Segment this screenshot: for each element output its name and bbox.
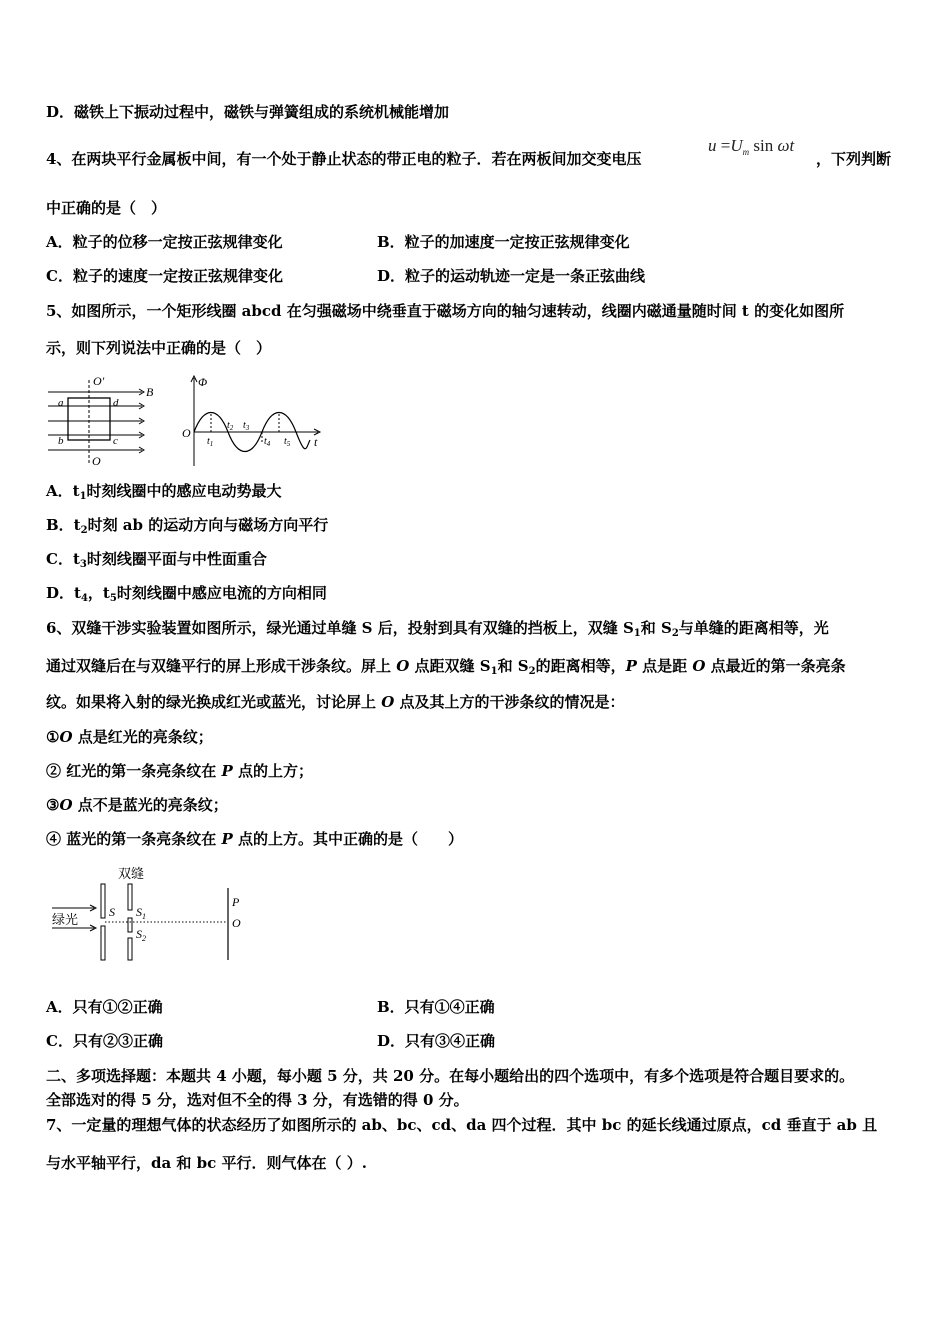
q4-stem-line2: [46, 198, 166, 218]
q6-option-b: B．只有①④正确: [377, 998, 495, 1016]
q6-double-slit-figure: [46, 862, 251, 966]
label-t2: $t_2$: [227, 420, 234, 432]
label-t1: $t_1$: [207, 436, 214, 448]
q4-option-a: A．粒子的位移一定按正弦规律变化: [46, 233, 283, 251]
q4-stem-text-a: 4、在两块平行金属板中间，有一个处于静止状态的带正电的粒子．若在两板间加交变电压: [46, 150, 642, 168]
q6-stem-line1: 6、双缝干涉实验装置如图所示，绿光通过单缝 S 后，投射到具有双缝的挡板上，双缝 $S_1$和 $S_2$与单缝的距离相等，光: [46, 619, 829, 639]
section2-header-line2: 全部选对的得 5 分，选对但不全的得 3 分，有选错的得 0 分。: [46, 1091, 469, 1109]
q6-option-c: C．只有②③正确: [46, 1032, 163, 1050]
q7-stem-line2: 与水平轴平行，da 和 bc 平行．则气体在（ ）.: [46, 1154, 367, 1172]
q5-coil-figure: [46, 372, 161, 470]
label-S2: $S_2$: [136, 927, 146, 943]
label-t4: $t_4$: [264, 436, 271, 448]
q6-stem-line2: 通过双缝后在与双缝平行的屏上形成干涉条纹。屏上 O 点距双缝 $S_1$和 $S_2$的距离相等，P 点是距 O 点最近的第一条亮条: [46, 657, 846, 677]
label-S: S: [109, 905, 115, 919]
formula-eq: =: [716, 136, 731, 155]
label-t5: $t_5$: [284, 436, 291, 448]
label-t-axis: t: [314, 435, 318, 449]
q6-option-d: D．只有③④正确: [377, 1032, 496, 1050]
label-P: P: [232, 895, 240, 909]
formula-u: u: [708, 136, 717, 155]
q4-voltage-formula: [708, 136, 794, 157]
q5-flux-graph: [180, 372, 325, 470]
q5-option-c: C．$t_3$时刻线圈平面与中性面重合: [46, 550, 267, 570]
q3-option-d-text: D．磁铁上下振动过程中，磁铁与弹簧组成的系统机械能增加: [46, 103, 450, 121]
q5-option-d: D．$t_4$，$t_5$时刻线圈中感应电流的方向相同: [46, 584, 327, 604]
formula-m: m: [742, 147, 750, 157]
q7-stem-line1: 7、一定量的理想气体的状态经历了如图所示的 ab、bc、cd、da 四个过程．其中 bc 的延长线通过原点，cd 垂直于 ab 且: [46, 1116, 878, 1134]
label-t3: $t_3$: [243, 420, 250, 432]
label-o-prime: O′: [93, 374, 105, 388]
label-S1: $S_1$: [136, 905, 146, 921]
q5-option-a: A．$t_1$时刻线圈中的感应电动势最大: [46, 482, 282, 502]
label-green-light: 绿光: [52, 912, 79, 927]
q5-option-b: B．$t_2$时刻 ab 的运动方向与磁场方向平行: [46, 516, 329, 536]
label-b: b: [58, 435, 64, 447]
q4-stem-line1-tail: [816, 149, 891, 169]
q5-stem-line1: 5、如图所示，一个矩形线圈 abcd 在匀强磁场中绕垂直于磁场方向的轴匀速转动，线圈内磁通量随时间 t 的变化如图所: [46, 302, 845, 320]
q6-statement-2: ② 红光的第一条亮条纹在 P 点的上方；: [46, 762, 313, 780]
label-c: c: [113, 435, 118, 447]
label-O: O: [232, 916, 241, 930]
label-B: B: [146, 385, 154, 399]
q4-stem-text-b: ，下列判断: [816, 150, 892, 168]
q4-option-d: D．粒子的运动轨迹一定是一条正弦曲线: [377, 267, 646, 285]
formula-sin: sin: [749, 136, 778, 155]
q4-stem-line1: [46, 149, 641, 169]
q6-statement-4: ④ 蓝光的第一条亮条纹在 P 点的上方。其中正确的是（ ）: [46, 830, 463, 848]
q6-statement-1: ①O 点是红光的亮条纹；: [46, 728, 213, 746]
q6-statement-3: ③O 点不是蓝光的亮条纹；: [46, 796, 228, 814]
q6-stem-line3: 纹。如果将入射的绿光换成红光或蓝光，讨论屏上 O 点及其上方的干涉条纹的情况是：: [46, 693, 625, 711]
label-phi: Φ: [198, 375, 208, 389]
label-d: d: [113, 397, 119, 409]
q5-stem-line2: 示，则下列说法中正确的是（ ）: [46, 339, 272, 357]
q4-stem-text-2: 中正确的是（ ）: [46, 199, 167, 217]
label-double-slit: 双缝: [118, 866, 145, 881]
formula-wt: ωt: [777, 136, 795, 155]
q6-option-a: A．只有①②正确: [46, 998, 163, 1016]
q3-option-d: [46, 102, 449, 122]
q4-option-b: B．粒子的加速度一定按正弦规律变化: [377, 233, 630, 251]
label-origin: O: [182, 426, 191, 440]
q4-option-c: C．粒子的速度一定按正弦规律变化: [46, 267, 283, 285]
section2-header-line1: 二、多项选择题：本题共 4 小题，每小题 5 分，共 20 分。在每小题给出的四个选项中，有多个选项是符合题目要求的。: [46, 1067, 855, 1085]
formula-U: U: [730, 136, 743, 155]
label-a: a: [58, 397, 64, 409]
label-o: O: [92, 454, 101, 468]
